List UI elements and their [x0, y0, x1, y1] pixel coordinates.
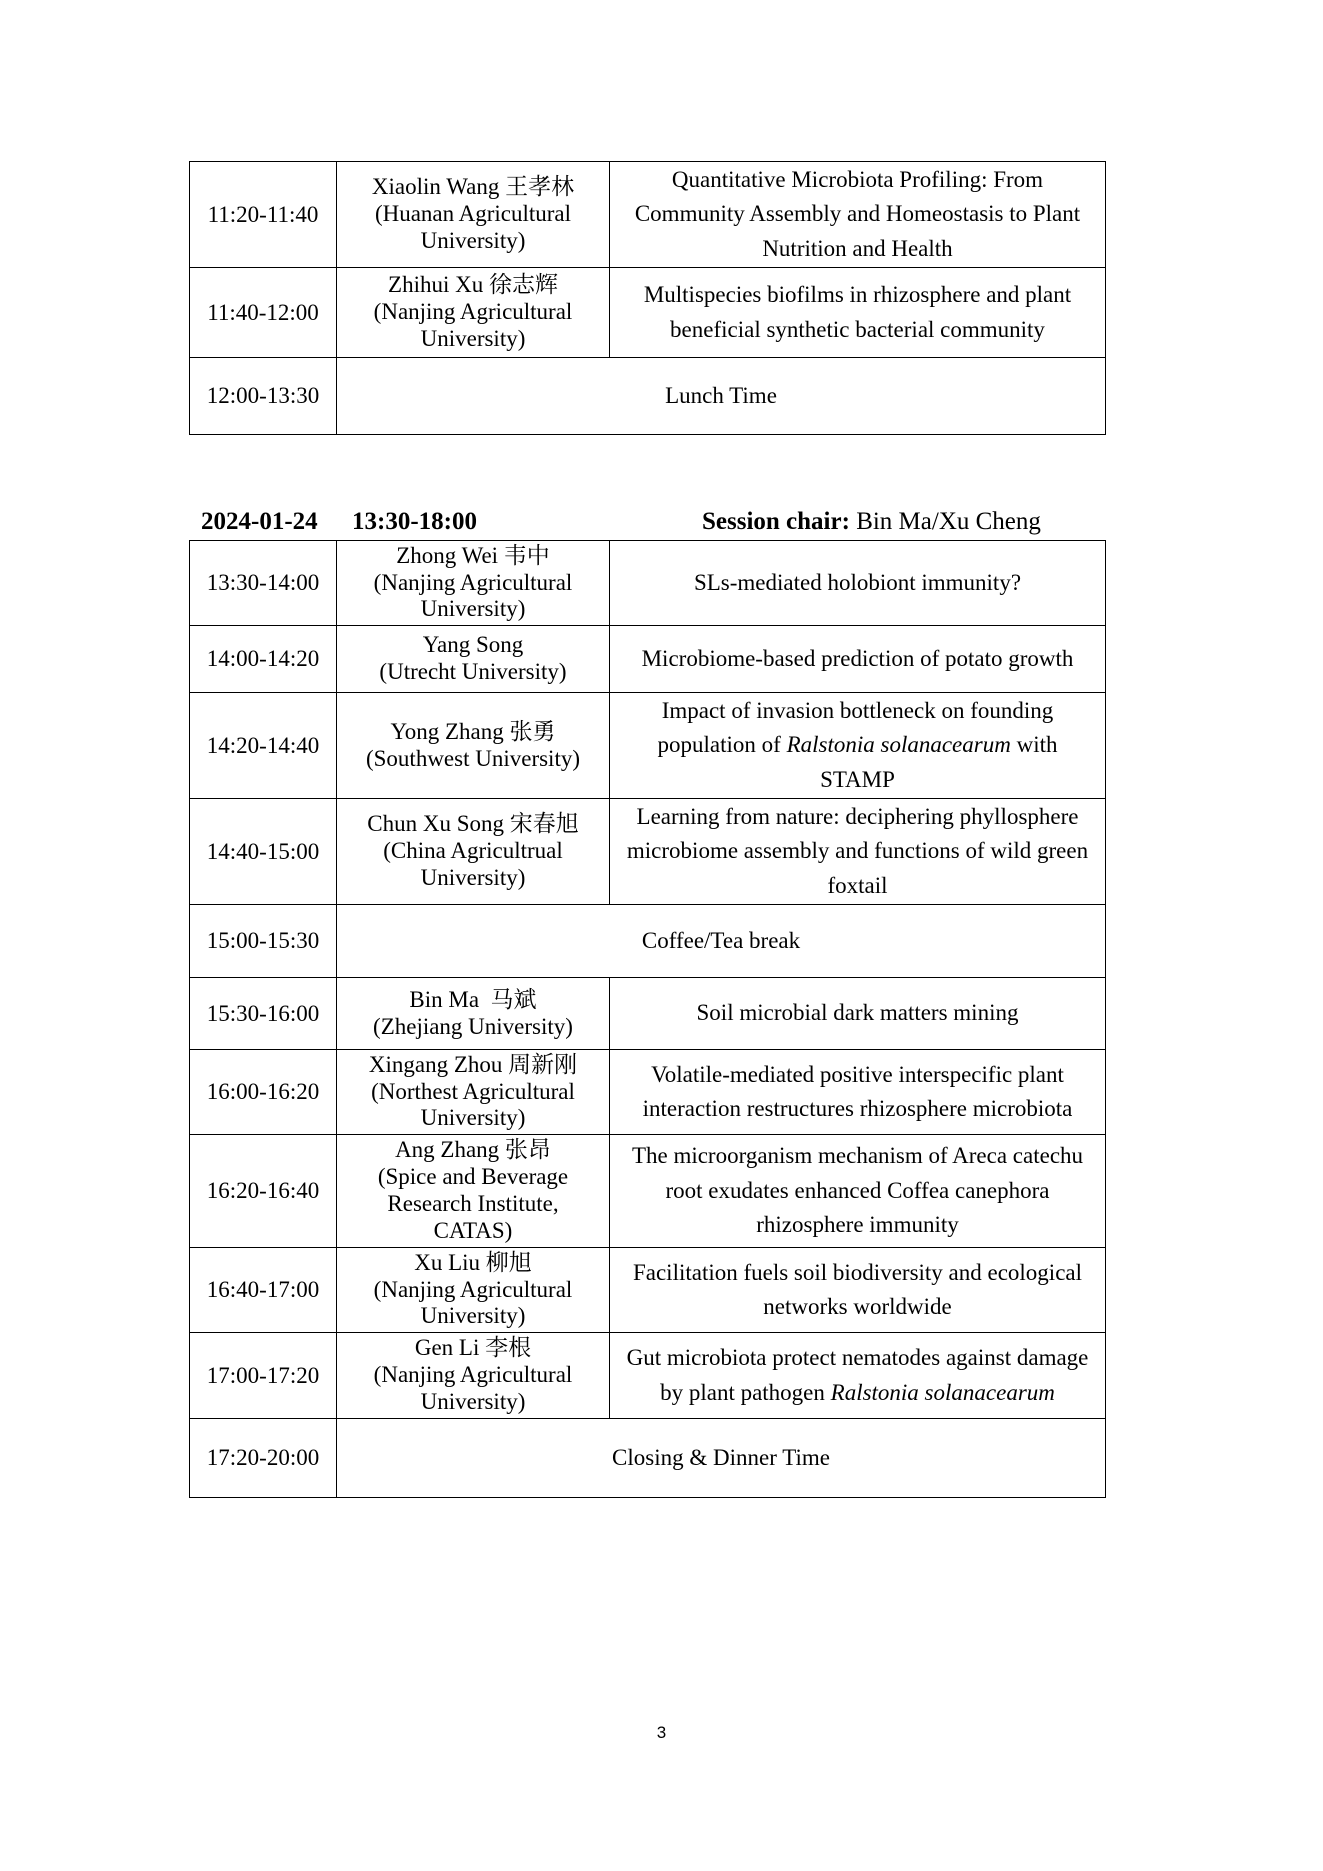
session-date: 2024-01-24	[201, 508, 318, 535]
time-cell: 17:20-20:00	[190, 1419, 337, 1498]
speaker-cell	[337, 1333, 610, 1419]
table-row	[190, 1248, 1106, 1333]
talk-title: Soil microbial dark matters mining	[610, 978, 1106, 1050]
schedule-table-morning	[189, 161, 1106, 435]
time-cell: 16:40-17:00	[190, 1248, 337, 1333]
speaker-name: Gen Li 李根	[414, 1335, 532, 1361]
table-row	[190, 693, 1106, 799]
speaker-name: Xiaolin Wang 王孝林	[371, 174, 575, 200]
speaker-name: Zhong Wei 韦中	[396, 542, 550, 568]
speaker-affiliation: (Northest Agricultural University)	[371, 1078, 575, 1131]
speaker-cell	[337, 693, 610, 799]
talk-title: Volatile-mediated positive interspecific plant interaction restructures rhizosphere microbiota	[610, 1050, 1106, 1135]
speaker-affiliation: (Huanan Agricultural University)	[374, 201, 572, 253]
talk-title: Quantitative Microbiota Profiling: From Community Assembly and Homeostasis to Plant Nutrition and Health	[610, 162, 1106, 268]
speaker-affiliation: (Utrecht University)	[379, 659, 567, 684]
talk-title: The microorganism mechanism of Areca catechu root exudates enhanced Coffea canephora rhizosphere immunity	[610, 1135, 1106, 1248]
time-cell: 15:00-15:30	[190, 905, 337, 978]
table-row	[190, 1135, 1106, 1248]
speaker-cell	[337, 162, 610, 268]
table-row	[190, 978, 1106, 1050]
speaker-affiliation: (Spice and Beverage Research Institute, CATAS)	[377, 1164, 569, 1243]
speaker-affiliation: (Nanjing Agricultural University)	[373, 569, 573, 622]
table-row	[190, 268, 1106, 358]
time-cell: 16:20-16:40	[190, 1135, 337, 1248]
speaker-affiliation: (China Agricultrual University)	[383, 838, 563, 890]
talk-title: SLs-mediated holobiont immunity?	[610, 541, 1106, 626]
speaker-name: Chun Xu Song 宋春旭	[367, 811, 579, 837]
page-number: 3	[656, 1723, 667, 1742]
speaker-name: Bin Ma 马斌	[409, 986, 537, 1012]
time-cell: 11:40-12:00	[190, 268, 337, 358]
table-row	[190, 162, 1106, 268]
event-cell: Lunch Time	[337, 358, 1106, 435]
event-cell: Closing & Dinner Time	[337, 1419, 1106, 1498]
schedule-table-afternoon	[189, 540, 1106, 1498]
talk-title: Facilitation fuels soil biodiversity and ecological networks worldwide	[610, 1248, 1106, 1333]
table-row	[190, 1419, 1106, 1498]
session-chair-names: Bin Ma/Xu Cheng	[856, 508, 1041, 535]
session-time: 13:30-18:00	[352, 508, 477, 535]
time-cell: 14:20-14:40	[190, 693, 337, 799]
speaker-affiliation: (Southwest University)	[365, 745, 580, 771]
event-cell: Coffee/Tea break	[337, 905, 1106, 978]
time-cell: 16:00-16:20	[190, 1050, 337, 1135]
talk-title: Multispecies biofilms in rhizosphere and plant beneficial synthetic bacterial community	[610, 268, 1106, 358]
session-chair	[702, 508, 1041, 536]
speaker-cell	[337, 799, 610, 905]
speaker-affiliation: (Nanjing Agricultural University)	[373, 1276, 573, 1329]
speaker-cell	[337, 268, 610, 358]
time-cell: 17:00-17:20	[190, 1333, 337, 1419]
session-chair-label: Session chair:	[702, 508, 850, 535]
table-row	[190, 1050, 1106, 1135]
speaker-cell	[337, 626, 610, 693]
speaker-name: Ang Zhang 张昂	[395, 1137, 551, 1163]
table-row	[190, 541, 1106, 626]
speaker-affiliation: (Nanjing Agricultural University)	[373, 299, 573, 351]
speaker-cell	[337, 978, 610, 1050]
speaker-cell	[337, 1248, 610, 1333]
speaker-name: Yong Zhang 张勇	[390, 718, 556, 744]
talk-title-text: Impact of invasion bottleneck on founding population of	[657, 697, 1054, 758]
time-cell: 11:20-11:40	[190, 162, 337, 268]
table-row	[190, 905, 1106, 978]
species-name: Ralstonia solanacearum	[830, 1379, 1055, 1405]
speaker-affiliation: (Zhejiang University)	[373, 1013, 573, 1039]
talk-title: Microbiome-based prediction of potato growth	[610, 626, 1106, 693]
time-cell: 15:30-16:00	[190, 978, 337, 1050]
speaker-cell	[337, 541, 610, 626]
speaker-name: Xu Liu 柳旭	[414, 1249, 532, 1275]
table-row	[190, 358, 1106, 435]
speaker-cell	[337, 1050, 610, 1135]
talk-title	[610, 1333, 1106, 1419]
time-cell: 14:00-14:20	[190, 626, 337, 693]
talk-title: Learning from nature: deciphering phyllosphere microbiome assembly and functions of wild green foxtail	[610, 799, 1106, 905]
table-row	[190, 626, 1106, 693]
time-cell: 13:30-14:00	[190, 541, 337, 626]
talk-title-text: Gut microbiota protect nematodes against damage by plant pathogen	[626, 1345, 1089, 1405]
table-row	[190, 1333, 1106, 1419]
speaker-cell	[337, 1135, 610, 1248]
talk-title	[610, 693, 1106, 799]
talk-title-text: with STAMP	[820, 732, 1058, 792]
speaker-name: Zhihui Xu 徐志辉	[388, 272, 558, 298]
table-row	[190, 799, 1106, 905]
speaker-affiliation: (Nanjing Agricultural University)	[373, 1362, 573, 1414]
time-cell: 14:40-15:00	[190, 799, 337, 905]
speaker-name: Xingang Zhou 周新刚	[368, 1051, 578, 1077]
speaker-name: Yang Song	[422, 632, 524, 658]
time-cell: 12:00-13:30	[190, 358, 337, 435]
species-name: Ralstonia solanacearum	[786, 732, 1011, 758]
